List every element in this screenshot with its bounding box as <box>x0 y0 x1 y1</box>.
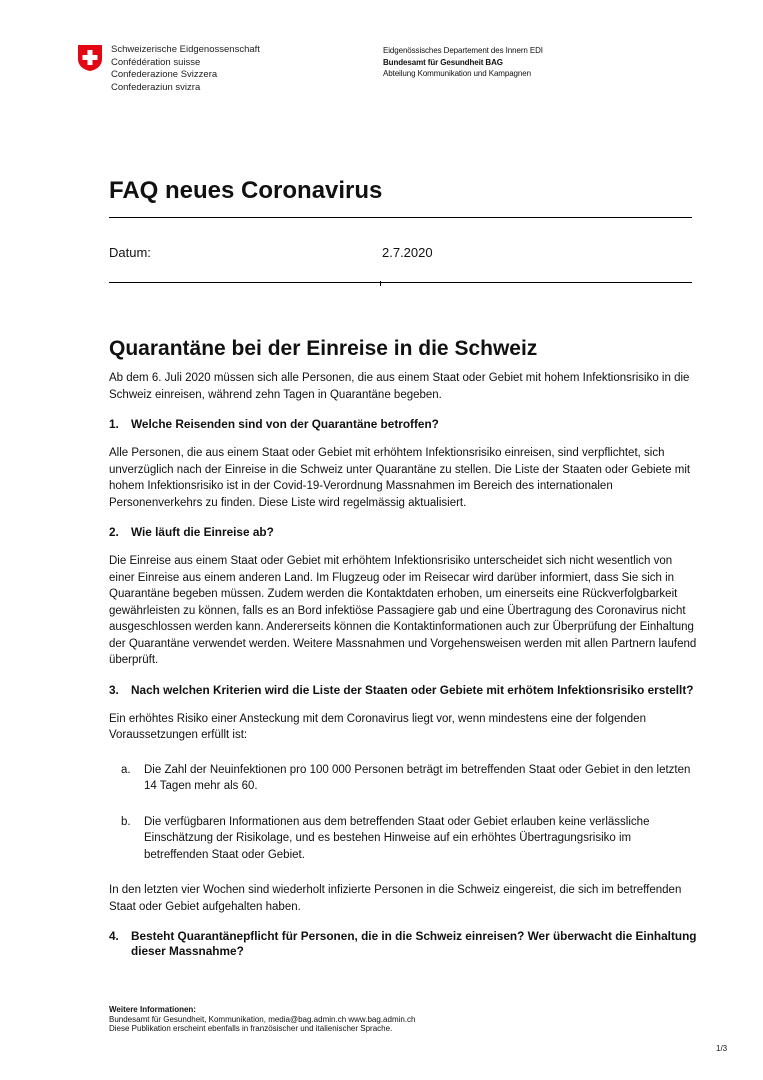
answer-3: Ein erhöhtes Risiko einer Ansteckung mit dem Coronavirus liegt vor, wenn mindestens eine der folgenden Voraussetzungen erfüllt ist: <box>109 712 646 741</box>
list-text: Die Zahl der Neuinfektionen pro 100 000 Personen beträgt im betreffenden Staat oder Gebiet in den letzten 14 Tagen mehr als 60. <box>144 763 691 792</box>
title-divider <box>109 217 692 218</box>
question-4 <box>109 929 697 959</box>
question-number: 4. <box>109 929 119 943</box>
footer-contact: Bundesamt für Gesundheit, Kommunikation, media@bag.admin.ch www.bag.admin.ch <box>109 1014 416 1024</box>
list-item-a <box>121 762 697 795</box>
footer <box>109 1005 416 1034</box>
question-3 <box>109 683 697 698</box>
confederation-name-it: Confederazione Svizzera <box>111 69 218 80</box>
footer-language-note: Diese Publikation erscheint ebenfalls in französischer und italienischer Sprache. <box>109 1024 393 1033</box>
answer-3-closing: In den letzten vier Wochen sind wiederholt infizierte Personen in die Schweiz eingereist, die sich im betreffenden Staat oder Gebiet aufgehalten haben. <box>109 884 682 913</box>
confederation-name-fr: Confédération suisse <box>111 56 201 68</box>
answer-1: Alle Personen, die aus einem Staat oder Gebiet mit erhöhtem Infektionsrisiko einreisen, sind verpflichtet, sich unverzüglich nach der Einreise in die Schweiz unter Quarantäne zu stellen. Die Liste der Staaten oder Gebiete mit hohem Infektionsrisiko ist in der Covid-19-Verordnung Massnahmen im Bereich des internationalen Personenverkehrs zu finden. Diese Liste wird regelmässig aktualisiert. <box>109 447 691 509</box>
question-text: Nach welchen Kriterien wird die Liste der Staaten oder Gebiete mit erhötem Infektionsrisiko erstellt? <box>131 682 694 697</box>
question-2 <box>109 525 697 540</box>
confederation-name-de: Schweizerische Eidgenossenschaft <box>111 44 260 55</box>
list-marker: a. <box>121 763 131 776</box>
department-block <box>383 45 543 80</box>
question-number: 2. <box>109 525 119 539</box>
footer-heading: Weitere Informationen: <box>109 1005 196 1014</box>
swiss-flag-icon <box>77 44 103 72</box>
section-intro: Ab dem 6. Juli 2020 müssen sich alle Personen, die aus einem Staat oder Gebiet mit hohem Infektionsrisiko in die Schweiz einreisen, während zehn Tagen in Quarantäne begeben. <box>109 372 690 401</box>
division-name: Abteilung Kommunikation und Kampagnen <box>383 69 531 78</box>
document-title: FAQ neues Coronavirus <box>109 177 383 204</box>
answer-2: Die Einreise aus einem Staat oder Gebiet mit erhöhtem Infektionsrisiko unterscheidet sich nicht wesentlich von einer Einreise aus einem anderen Land. Im Flugzeug oder im Reisecar wird darüber informiert, dass Sie sich in Quarantäne begeben müssen. Zudem werden die Kontaktdaten erhoben, um einerseits eine Rückverfolgbarkeit gewährleisten zu können, falls es an Bord infektiöse Passagiere gab und eine Übertragung des Coronavirus nicht ausgeschlossen werden kann. Andererseits können die Kontaktinformationen auch zur Überprüfung der Einhaltung der Quarantäne verwendet werden. Weitere Massnahmen und Vorgehensweisen werden mit allen Partnern laufend überprüft. <box>109 555 697 666</box>
question-1 <box>109 417 697 432</box>
question-number: 3. <box>109 682 119 697</box>
office-name: Bundesamt für Gesundheit BAG <box>383 57 503 67</box>
date-label: Datum: <box>109 245 151 260</box>
confederation-names <box>111 44 260 94</box>
date-value: 2.7.2020 <box>382 245 433 260</box>
list-item-b <box>121 814 697 864</box>
date-divider <box>109 282 692 283</box>
question-text: Welche Reisenden sind von der Quarantäne betroffen? <box>131 417 439 431</box>
department-name: Eidgenössisches Departement des Innern EDI <box>383 46 543 55</box>
confederation-name-rm: Confederaziun svizra <box>111 81 201 93</box>
section-heading: Quarantäne bei der Einreise in die Schweiz <box>109 337 538 360</box>
main-content <box>109 336 697 972</box>
page-number: 1/3 <box>716 1044 728 1053</box>
date-divider-tick <box>380 281 381 286</box>
list-marker: b. <box>121 815 131 828</box>
question-text: Besteht Quarantänepflicht für Personen, die in die Schweiz einreisen? Wer überwacht die Einhaltung dieser Massnahme? <box>131 929 697 958</box>
question-text: Wie läuft die Einreise ab? <box>131 525 274 539</box>
list-text: Die verfügbaren Informationen aus dem betreffenden Staat oder Gebiet erlauben keine verlässliche Einschätzung der Risikolage, und es bestehen Hinweise auf ein erhöhtes Übertragungsrisiko im betreffenden Staat oder Gebiet. <box>144 815 650 861</box>
question-number: 1. <box>109 417 119 431</box>
